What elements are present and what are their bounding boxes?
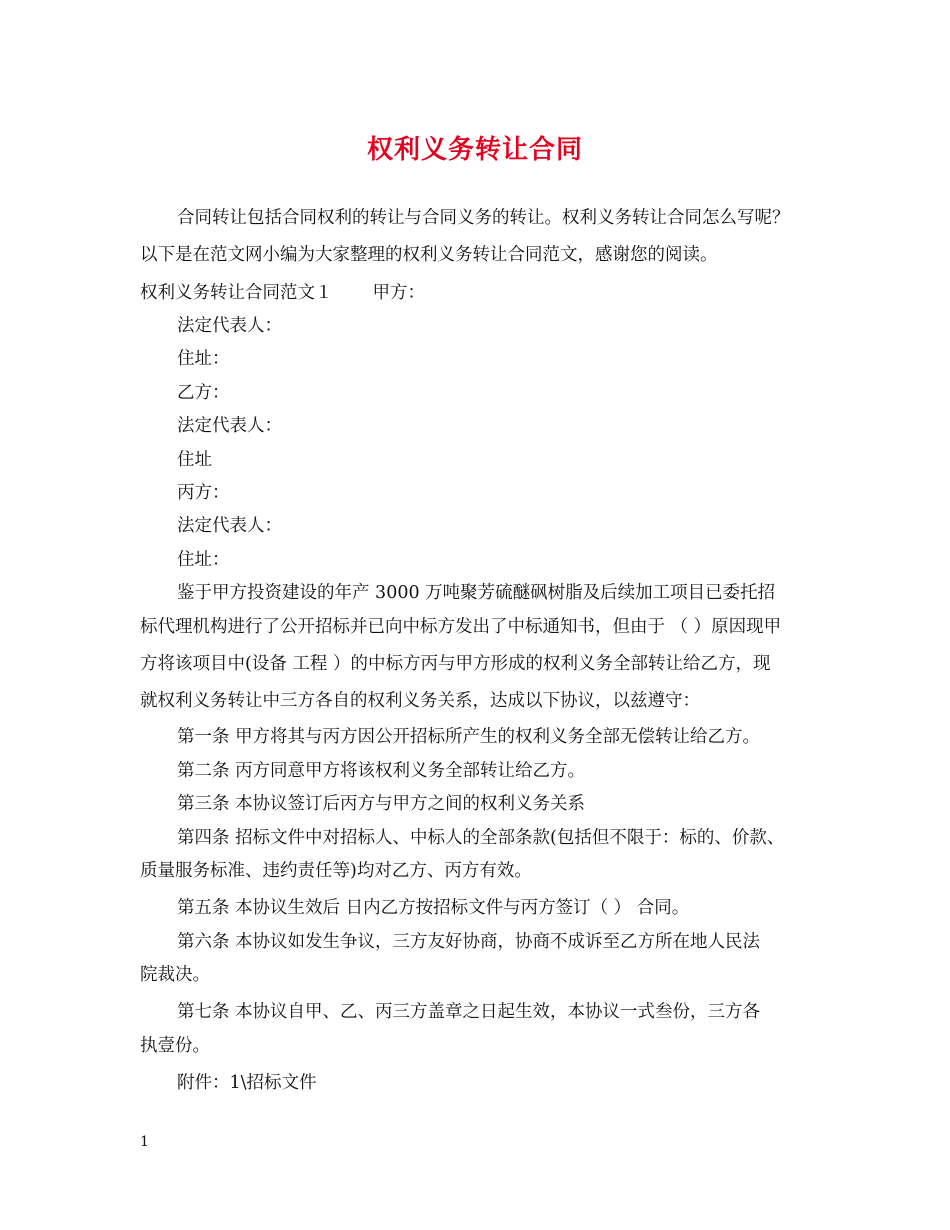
- article-7-line-2: 执壹份。: [140, 1036, 210, 1056]
- party-b-address: 住址: [177, 450, 212, 470]
- recital-line-3: 方将该项目中(设备 工程 ）的中标方丙与甲方形成的权利义务全部转让给乙方，现: [140, 654, 771, 674]
- recital-line-2: 标代理机构进行了公开招标并已向中标方发出了中标通知书，但由于 （ ）原因现甲: [140, 617, 782, 637]
- page-number: 1: [140, 1134, 149, 1150]
- article-2: 第二条 丙方同意甲方将该权利义务全部转让给乙方。: [177, 761, 586, 781]
- article-4-line-2: 质量服务标准、违约责任等)均对乙方、丙方有效。: [140, 861, 532, 881]
- article-5: 第五条 本协议生效后 日内乙方按招标文件与丙方签订（ ） 合同。: [177, 898, 690, 918]
- recital-line-1: 鉴于甲方投资建设的年产 3000 万吨聚芳硫醚砜树脂及后续加工项目已委托招: [177, 583, 776, 603]
- intro-line-2: 以下是在范文网小编为大家整理的权利义务转让合同范文，感谢您的阅读。: [140, 245, 718, 265]
- party-b-representative: 法定代表人：: [177, 416, 282, 436]
- intro-line-1: 合同转让包括合同权利的转让与合同义务的转让。权利义务转让合同怎么写呢？: [177, 208, 790, 228]
- party-a-address: 住址：: [177, 349, 230, 369]
- party-c-address: 住址：: [177, 550, 230, 570]
- article-4-line-1: 第四条 招标文件中对招标人、中标人的全部条款(包括但不限于：标的、价款、: [177, 828, 785, 848]
- article-7-line-1: 第七条 本协议自甲、乙、丙三方盖章之日起生效，本协议一式叁份，三方各: [177, 1002, 761, 1022]
- sample-heading: 权利义务转让合同范文１: [140, 283, 333, 303]
- document-title: 权利义务转让合同: [366, 135, 583, 165]
- party-c-label: 丙方：: [177, 483, 230, 503]
- recital-line-4: 就权利义务转让中三方各自的权利义务关系，达成以下协议，以兹遵守：: [140, 691, 700, 711]
- party-a-label: 甲方：: [372, 283, 425, 303]
- party-a-representative: 法定代表人：: [177, 316, 282, 336]
- article-3: 第三条 本协议签订后丙方与甲方之间的权利义务关系: [177, 794, 586, 814]
- article-6-line-2: 院裁决。: [140, 965, 210, 985]
- sample-heading-line: [140, 281, 425, 305]
- party-b-label: 乙方：: [177, 383, 230, 403]
- party-c-representative: 法定代表人：: [177, 516, 282, 536]
- article-1: 第一条 甲方将其与丙方因公开招标所产生的权利义务全部无偿转让给乙方。: [177, 727, 761, 747]
- article-6-line-1: 第六条 本协议如发生争议，三方友好协商，协商不成诉至乙方所在地人民法: [177, 932, 761, 952]
- attachment-line: 附件：1\招标文件: [177, 1073, 317, 1093]
